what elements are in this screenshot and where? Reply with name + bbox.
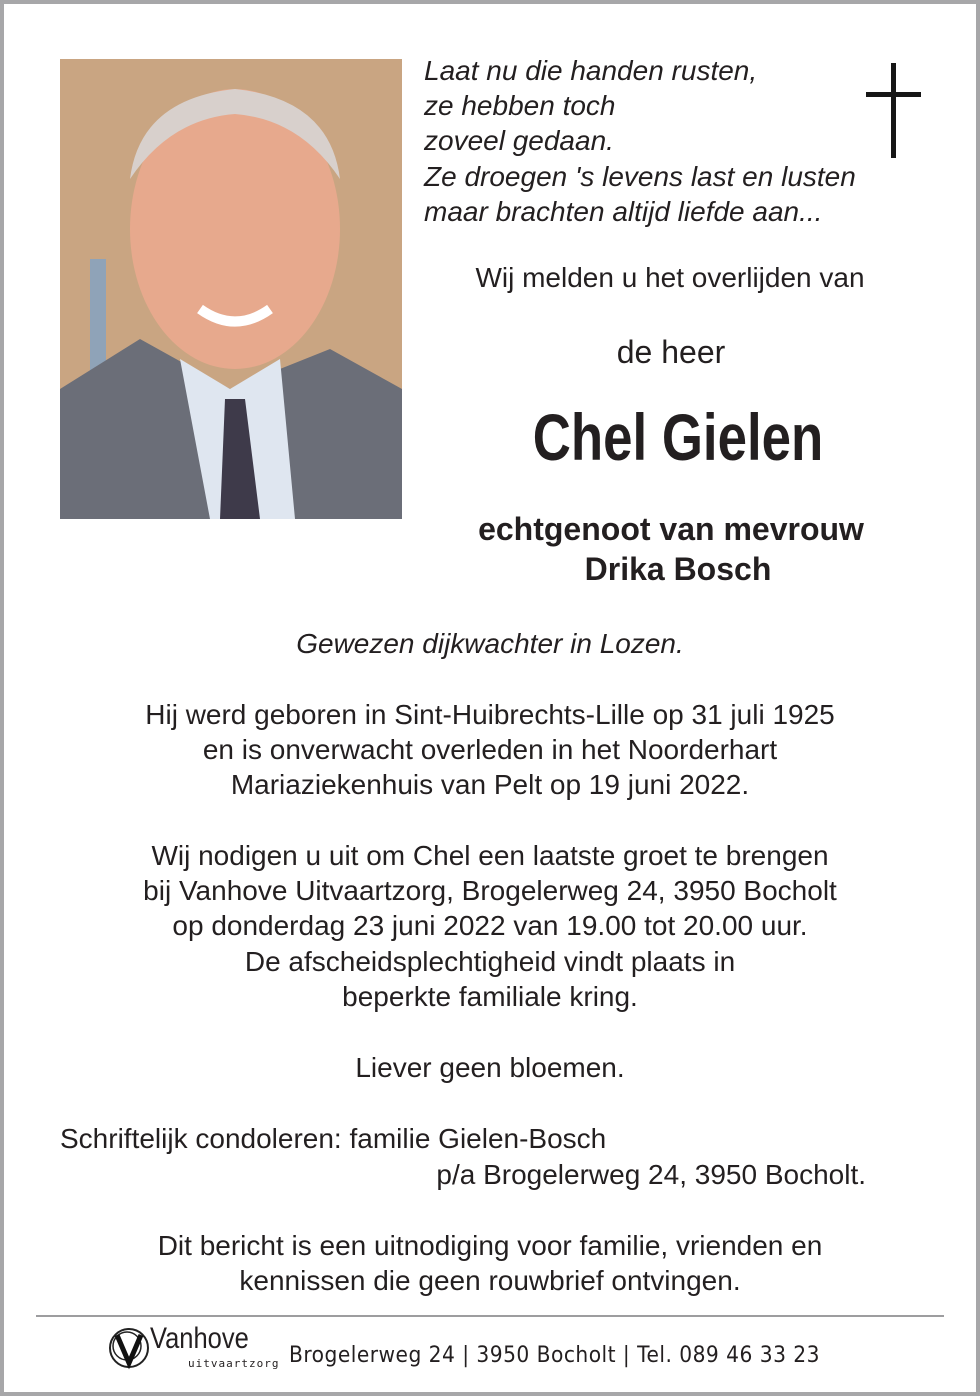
note-line: kennissen die geen rouwbrief ontvingen. <box>239 1265 741 1296</box>
deceased-name: Chel Gielen <box>532 400 824 474</box>
occupation: Gewezen dijkwachter in Lozen. <box>296 628 684 659</box>
poem-line: Ze droegen 's levens last en lusten <box>424 161 856 192</box>
invite-line: beperkte familiale kring. <box>342 981 638 1012</box>
portrait-photo <box>60 59 402 519</box>
invite-line: bij Vanhove Uitvaartzorg, Brogelerweg 24, 3950 Bocholt <box>143 875 837 906</box>
vanhove-logo-icon <box>107 1325 151 1371</box>
condolence-address: p/a Brogelerweg 24, 3950 Bocholt. <box>436 1159 866 1190</box>
invite-line: Wij nodigen u uit om Chel een laatste groet te brengen <box>151 840 829 871</box>
logo-subtitle: uitvaartzorg <box>188 1357 280 1370</box>
poem-line: maar brachten altijd liefde aan... <box>424 196 823 227</box>
invite-line: op donderdag 23 juni 2022 van 19.00 tot 20.00 uur. <box>172 910 808 941</box>
spouse-name: Drika Bosch <box>584 551 772 587</box>
birth-line: Mariaziekenhuis van Pelt op 19 juni 2022. <box>230 769 750 800</box>
poem-line: Laat nu die handen rusten, <box>424 55 758 86</box>
flowers-note: Liever geen bloemen. <box>355 1052 625 1083</box>
spouse-label: echtgenoot van mevrouw <box>478 511 864 547</box>
condolence-line: Schriftelijk condoleren: familie Gielen-Bosch <box>60 1123 607 1154</box>
title: de heer <box>616 334 726 370</box>
poem-line: ze hebben toch <box>424 90 616 121</box>
poem-line: zoveel gedaan. <box>424 125 614 156</box>
invite-line: De afscheidsplechtigheid vindt plaats in <box>244 946 736 977</box>
announcement: Wij melden u het overlijden van <box>475 262 865 293</box>
note-line: Dit bericht is een uitnodiging voor familie, vrienden en <box>157 1230 823 1261</box>
divider <box>36 1315 944 1317</box>
birth-line: en is onverwacht overleden in het Noorderhart <box>202 734 778 765</box>
birth-line: Hij werd geboren in Sint-Huibrechts-Lille op 31 juli 1925 <box>145 699 835 730</box>
footer-address: Brogelerweg 24 | 3950 Bocholt | Tel. 089 46 33 23 <box>289 1343 820 1368</box>
logo-name: Vanhove <box>150 1322 249 1355</box>
